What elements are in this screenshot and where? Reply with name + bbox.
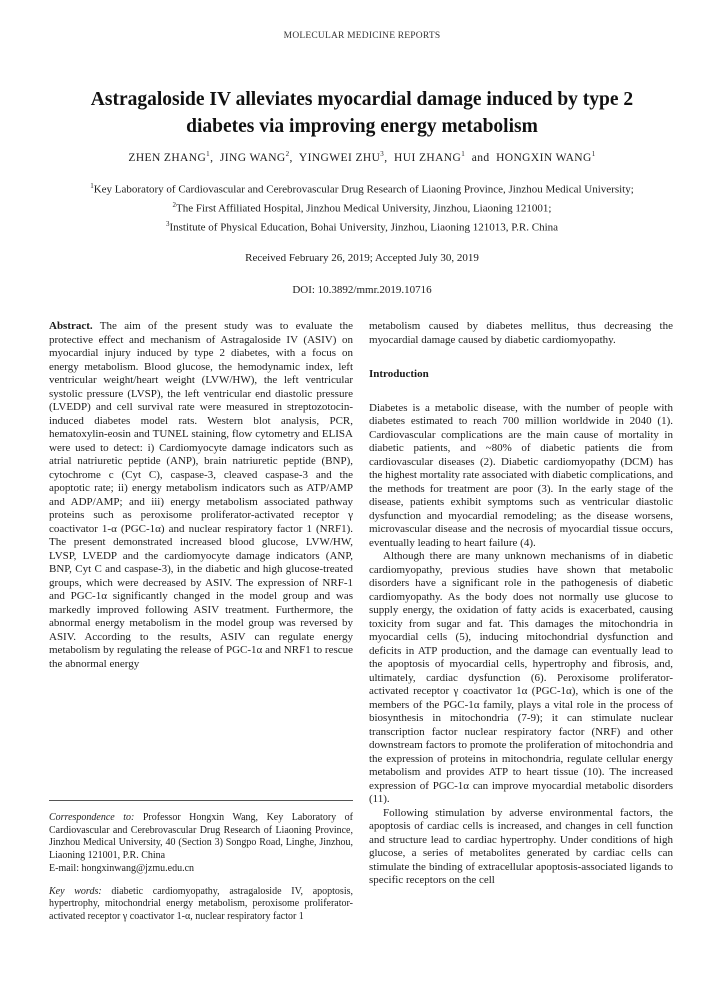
author-name: ZHEN ZHANG xyxy=(128,151,207,164)
author-name: YINGWEI ZHU xyxy=(298,151,381,164)
abstract-continuation: metabolism caused by diabetes mellitus, thus decreasing the myocardial damage caused by diabetic cardiomyopathy. xyxy=(369,320,673,346)
affiliation-text: Key Laboratory of Cardiovascular and Cerebrovascular Drug Research of Liaoning Province, Jinzhou Medical University; xyxy=(93,183,634,196)
keywords-text: diabetic cardiomyopathy, astragaloside IV, apoptosis, hypertrophy, mitochondrial energy metabolism, peroxisome proliferator-activated receptor γ coactivator 1-α, nuclear respiratory factor 1 xyxy=(49,885,353,922)
footnotes xyxy=(49,800,353,923)
email-link[interactable]: hongxinwang@jzmu.edu.cn xyxy=(81,863,195,874)
affiliation-text: The First Affiliated Hospital, Jinzhou Medical University, Jinzhou, Liaoning 121001; xyxy=(176,202,552,215)
intro-paragraph-2: Although there are many unknown mechanisms of in diabetic cardiomyopathy, previous studies have shown that metabolic disorders have a significant role in the pathogenesis of diabetic cardiomyopathy. As the body does not normally use glucose to supply energy, the oxidation of fatty acids is exacerbated, causing toxicity from sugar and fat. This damages the mitochondria in myocardial cells (5), inducing mitochondrial dysfunction and deficits in ATP production, and the damage can eventually lead to the apoptosis of myocardial cells, hypertrophy and fibrosis, and, ultimately, cardiac dysfunction (6). Peroxisome proliferator-activated receptor γ coactivator 1α (PGC-1α), which is one of the members of the PGC-1α family, plays a vital role in the process of biosynthesis in mitochondria (7-9); it can stimulate nuclear transcription factor nuclear respiratory factor (NRF) and other downstream factors to promote the proliferation of mitochondria and the expression of proteins in mitochondria, regulate cellular energy metabolism and provides ATP to heart tissue (10). The increased expression of PGC-1α can improve myocardial metabolic disorders (11). xyxy=(369,550,673,805)
journal-name: MOLECULAR MEDICINE REPORTS xyxy=(283,31,441,41)
email-label: E-mail: xyxy=(49,863,79,874)
received-accepted-dates: Received February 26, 2019; Accepted July 30, 2019 xyxy=(245,252,479,264)
affiliation-1 xyxy=(20,182,704,196)
keywords xyxy=(49,886,353,924)
article-title xyxy=(40,86,684,140)
affiliation-text: Institute of Physical Education, Bohai University, Jinzhou, Liaoning 121013, P.R. China xyxy=(169,221,559,234)
author-affil-mark: 2 xyxy=(285,150,290,158)
intro-paragraph-3: Following stimulation by adverse environmental factors, the apoptosis of cardiac cells is increased, and changes in cell function and structure lead to cardiac hypertrophy. Under conditions of high glucose, a series of metabolites generated by cardiac cells can stimulate the binding of extracellular apoptosis-associated ligands to specific receptors on the cell xyxy=(369,806,673,886)
doi[interactable]: DOI: 10.3892/mmr.2019.10716 xyxy=(292,284,432,296)
affiliation-2 xyxy=(20,201,704,215)
title-line-2: diabetes via improving energy metabolism xyxy=(186,116,538,137)
author-separator: , xyxy=(289,151,293,164)
intro-paragraph-1: Diabetes is a metabolic disease, with the number of people with diabetes estimated to reach 700 million worldwide in 2040 (1). Cardiovascular complications are the main cause of mortality in diabetic patients, and ~80% of diabetic patients die from cardiovascular diseases (2). Diabetic cardiomyopathy (DCM) has the highest mortality rate associated with diabetic complications, and the methods for treatment are poor (3). In the early stage of the disease, patients exhibit symptoms such as ventricular diastolic dysfunction and myocardial remodeling; as the disease worsens, microvascular disease and the necrosis of myocardial tissue occurs, eventually leading to heart failure (4). xyxy=(369,401,673,549)
email-line xyxy=(49,863,353,876)
author-name: HONGXIN WANG xyxy=(496,151,592,164)
author-and: and xyxy=(471,151,490,164)
author-affil-mark: 3 xyxy=(380,150,385,158)
author-name: JING WANG xyxy=(219,151,286,164)
abstract-text: The aim of the present study was to evaluate the protective effect and mechanism of Astragaloside IV (ASIV) on myocardial injury induced by type 2 diabetes, with a focus on energy metabolism. Blood glucose, the hemodynamic index, left ventricular weight/heart weight (LVW/HW), the left ventricular systolic pressure (LVSP), the left ventricular end diastolic pressure (LVEDP) and cell survival rate were measured in streptozotocin-induced diabetes model rats. Western blot analysis, PCR, hematoxylin-eosin and TUNEL staining, flow cytometry and ELISA were used to detect: i) Cardiomyocyte damage indicators such as atrial natriuretic peptide (ANP), brain natriuretic peptide (BNP), cytochrome c (Cyt C), caspase-3, cleaved caspase-3 and the apoptotic rate; ii) energy metabolism indicators such as ATP/AMP and ADP/AMP; and iii) energy metabolism associated pathway proteins such as peroxisome proliferator-activated receptor γ coactivator 1-α (PGC-1α) and nuclear respiratory factor 1 (NRF1). The present demonstrated increased blood glucose, LVW/HW, LVSP, LVEDP and the cardiomyocyte damage indicators (ANP, BNP, Cyt C and caspase-3), in the diabetic and high glucose-treated groups, which were decreased by ASIV. The expression of NRF-1 and PGC-1α significantly changed in the model group and was markedly improved following ASIV treatment. Furthermore, the abnormal energy metabolism in the model group was reversed by ASIV. According to the results, ASIV can regulate energy metabolism by regulating the release of PGC-1α and NRF1 to rescue the abnormal energy xyxy=(49,320,353,670)
author-separator: , xyxy=(210,151,214,164)
keywords-label: Key words: xyxy=(49,885,102,897)
affiliation-mark: 1 xyxy=(90,182,94,190)
affiliation-mark: 2 xyxy=(172,201,176,209)
author-separator: , xyxy=(384,151,388,164)
author-affil-mark: 1 xyxy=(206,150,211,158)
correspondence-text: Professor Hongxin Wang, Key Laboratory of Cardiovascular and Cerebrovascular Drug Research of Liaoning Province, Jinzhou Medical University, 40 (Section 3) Songpo Road, Linghe, Jinzhou, Liaoning 121001, P.R. China xyxy=(49,812,354,861)
author-affil-mark: 1 xyxy=(591,150,596,158)
affiliation-mark: 3 xyxy=(165,220,170,228)
author-affil-mark: 1 xyxy=(461,150,466,158)
abstract xyxy=(49,320,353,671)
title-line-1: Astragaloside IV alleviates myocardial damage induced by type 2 xyxy=(90,89,634,110)
correspondence-label: Correspondence to: xyxy=(49,812,135,823)
affiliation-3 xyxy=(20,220,704,234)
right-column xyxy=(369,320,673,888)
author-name: HUI ZHANG xyxy=(394,151,462,164)
left-column xyxy=(49,320,353,671)
correspondence xyxy=(49,812,353,862)
abstract-label: Abstract. xyxy=(49,320,93,332)
author-list xyxy=(20,150,704,164)
section-heading-introduction: Introduction xyxy=(369,368,429,380)
